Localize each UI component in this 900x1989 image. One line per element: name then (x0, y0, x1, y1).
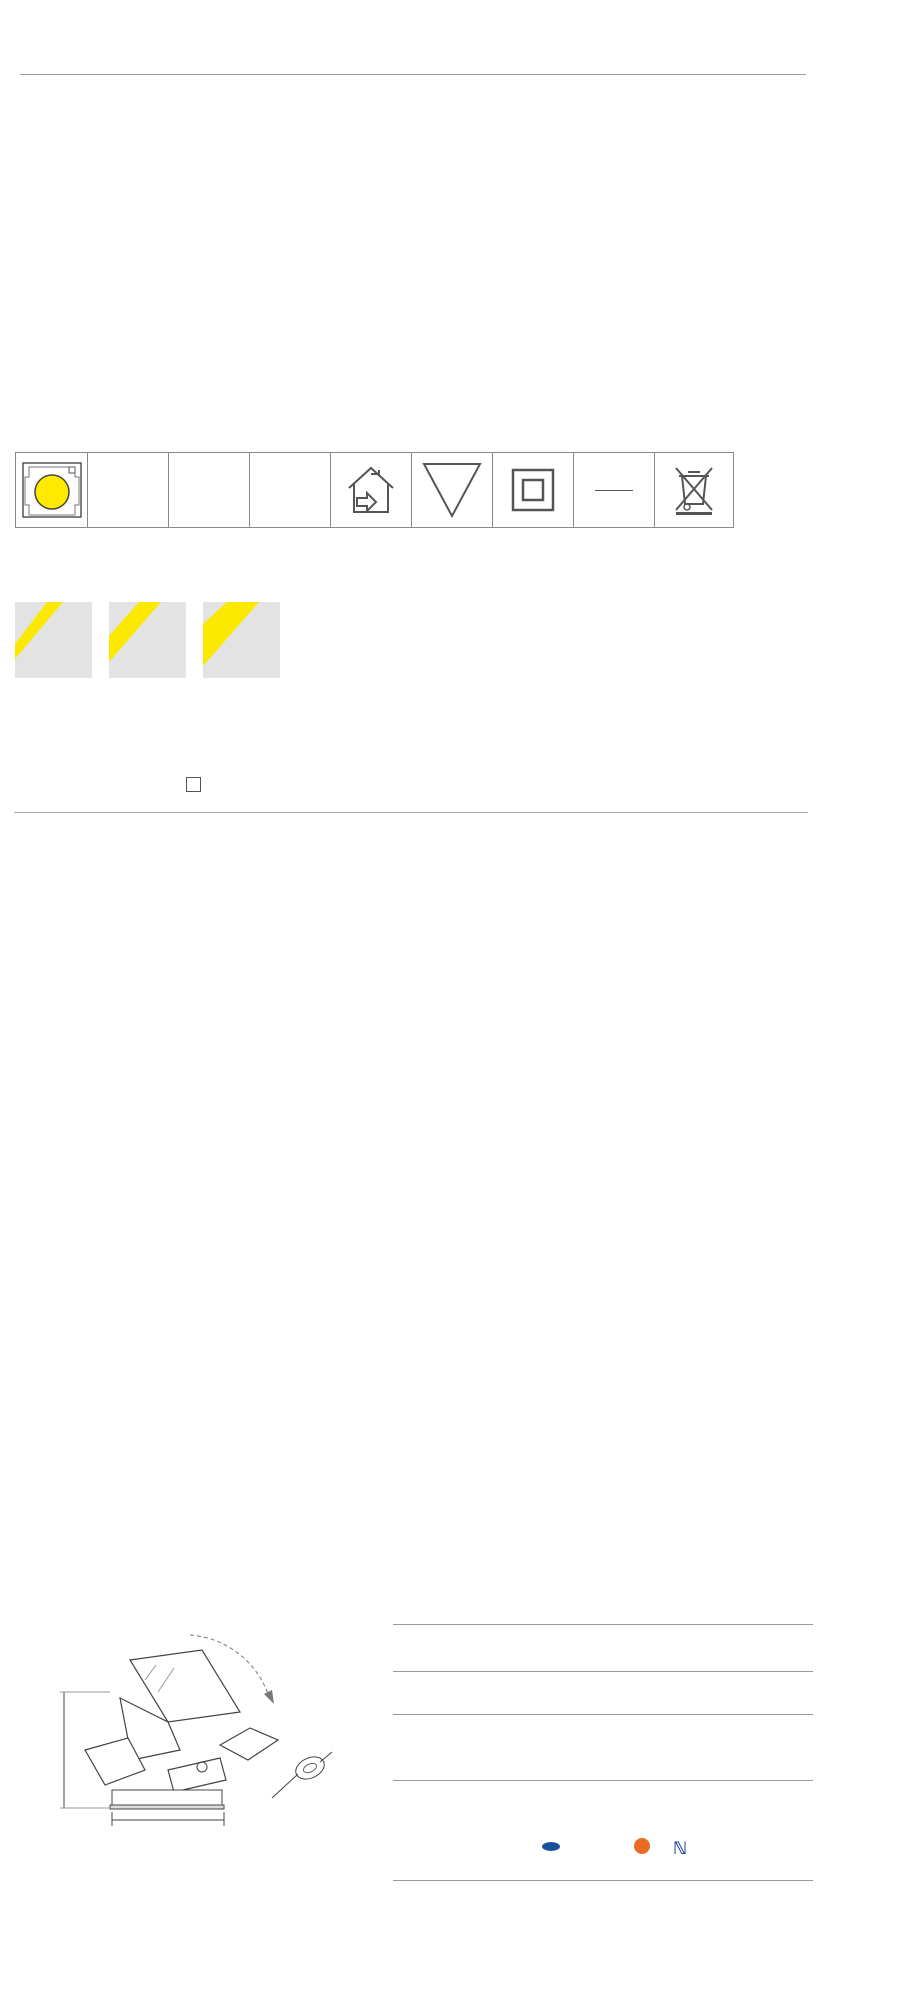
packing-material-row (393, 1714, 813, 1781)
class-ii-icon (493, 453, 574, 527)
ip20-mark (574, 453, 655, 527)
ce-mark (88, 453, 169, 527)
spec-table-header (20, 52, 806, 75)
nichia-logo-icon: ℕ (673, 1839, 688, 1858)
f-mark-icon (412, 453, 493, 527)
cree-logo-icon (542, 1842, 560, 1851)
weee-bin-icon (655, 453, 733, 527)
checkbox[interactable] (186, 777, 201, 792)
certification-strip (15, 452, 734, 528)
osram-bulb-icon (634, 1838, 650, 1854)
finishes-row (14, 772, 808, 813)
beam-tile-24 (109, 602, 186, 678)
rohs-mark (250, 453, 331, 527)
dimension-drawing (50, 1620, 350, 1860)
brands-divider (393, 1880, 813, 1881)
ip-divider (595, 490, 633, 491)
cob-badge (16, 453, 88, 527)
indoor-use-icon (331, 453, 412, 527)
ccc-mark (169, 453, 250, 527)
finish-option-white[interactable] (186, 776, 207, 796)
beam-tile-15 (15, 602, 92, 678)
packing-size-row (393, 1670, 813, 1715)
spec-table (20, 52, 806, 75)
beam-tile-40 (203, 602, 280, 678)
packing-qty-row (393, 1624, 813, 1672)
